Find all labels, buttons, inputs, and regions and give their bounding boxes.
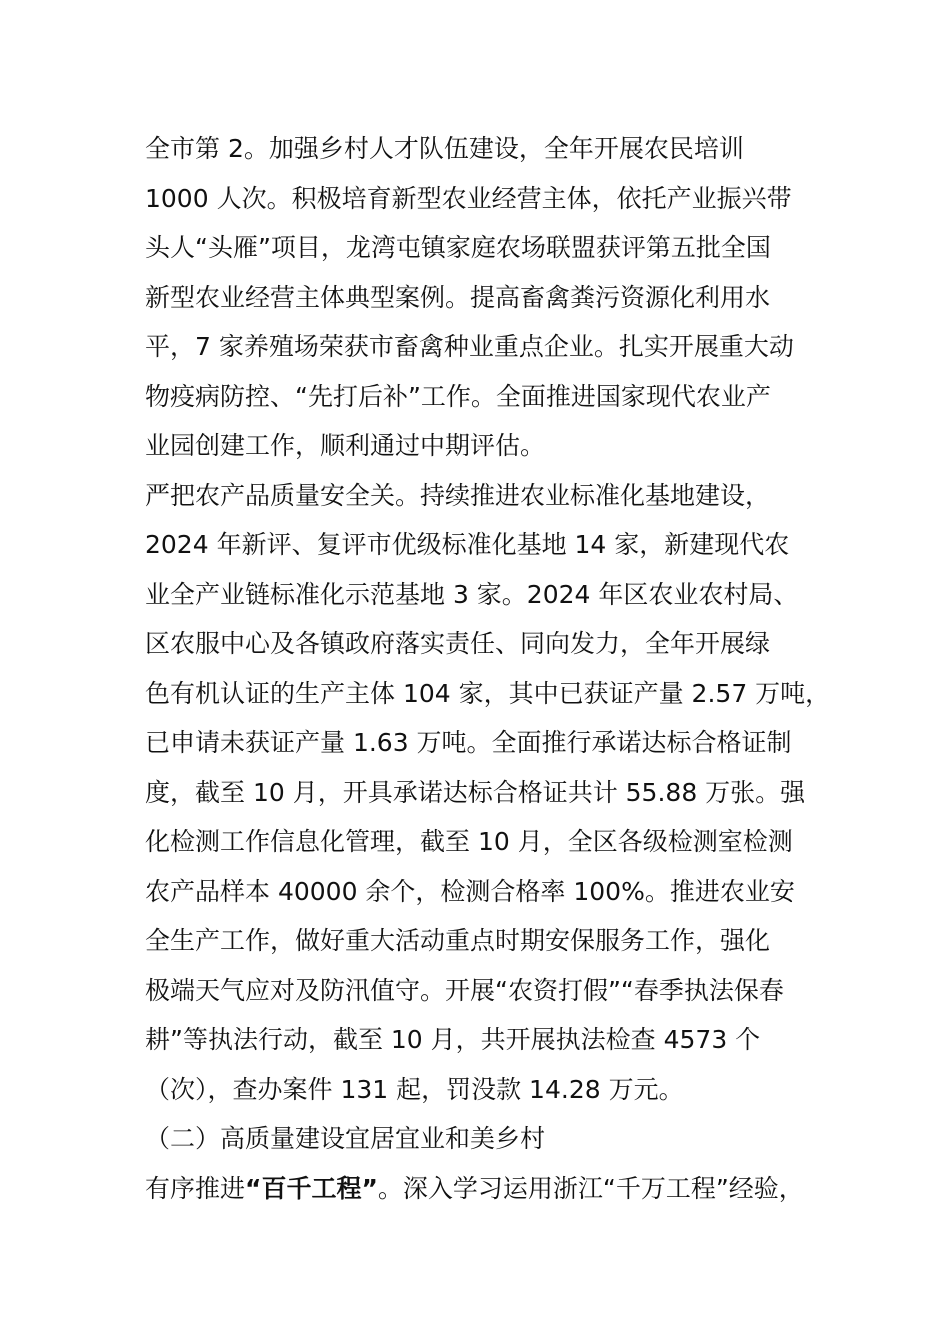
text-line: 极端天气应对及防汛值守。开展“农资打假”“春季执法保春: [145, 975, 784, 1005]
text-line: 物疫病防控、“先打后补”工作。全面推进国家现代农业产: [145, 381, 771, 411]
text-line: 头人“头雁”项目，龙湾屯镇家庭农场联盟获评第五批全国: [145, 233, 771, 262]
text-segment-prefix: 有序推进: [145, 1173, 246, 1203]
text-line-last: [145, 1164, 835, 1214]
text-line: 已申请未获证产量 1.63 万吨。全面推行承诺达标合格证制: [145, 728, 792, 757]
text-line: 全生产工作，做好重大活动重点时期安保服务工作，强化: [145, 926, 771, 955]
text-line: 度，截至 10 月，开具承诺达标合格证共计 55.88 万张。强: [145, 777, 806, 807]
text-line: （次），查办案件 131 起，罚没款 14.28 万元。: [145, 1074, 684, 1104]
text-line: 农产品样本 40000 余个，检测合格率 100%。推进农业安: [145, 876, 795, 906]
text-line: 平，7 家养殖场荣获市畜禽种业重点企业。扎实开展重大动: [145, 332, 794, 361]
text-line: 区农服中心及各镇政府落实责任、同向发力，全年开展绿: [145, 629, 771, 658]
text-line: 化检测工作信息化管理，截至 10 月，全区各级检测室检测: [145, 827, 793, 856]
text-line: 严把农产品质量安全关。持续推进农业标准化基地建设，: [145, 480, 771, 510]
document-body: [145, 124, 835, 1213]
section-heading: （二）高质量建设宜居宜业和美乡村: [145, 1124, 546, 1153]
text-line: 2024 年新评、复评市优级标准化基地 14 家，新建现代农: [145, 530, 790, 559]
text-line: 耕”等执法行动，截至 10 月，共开展执法检查 4573 个: [145, 1025, 761, 1054]
text-line: 全市第 2。加强乡村人才队伍建设，全年开展农民培训: [145, 134, 744, 163]
text-segment-bold: “百千工程”: [245, 1173, 378, 1203]
text-segment-suffix: 。深入学习运用浙江“千万工程”经验，: [377, 1173, 804, 1203]
text-line: 业园创建工作，顺利通过中期评估。: [145, 431, 546, 460]
text-line: 业全产业链标准化示范基地 3 家。2024 年区农业农村局、: [145, 579, 799, 609]
text-line: 1000 人次。积极培育新型农业经营主体，依托产业振兴带: [145, 183, 792, 213]
text-line: 色有机认证的生产主体 104 家，其中已获证产量 2.57 万吨，: [145, 678, 831, 708]
text-line: 新型农业经营主体典型案例。提高畜禽粪污资源化利用水: [145, 282, 771, 312]
